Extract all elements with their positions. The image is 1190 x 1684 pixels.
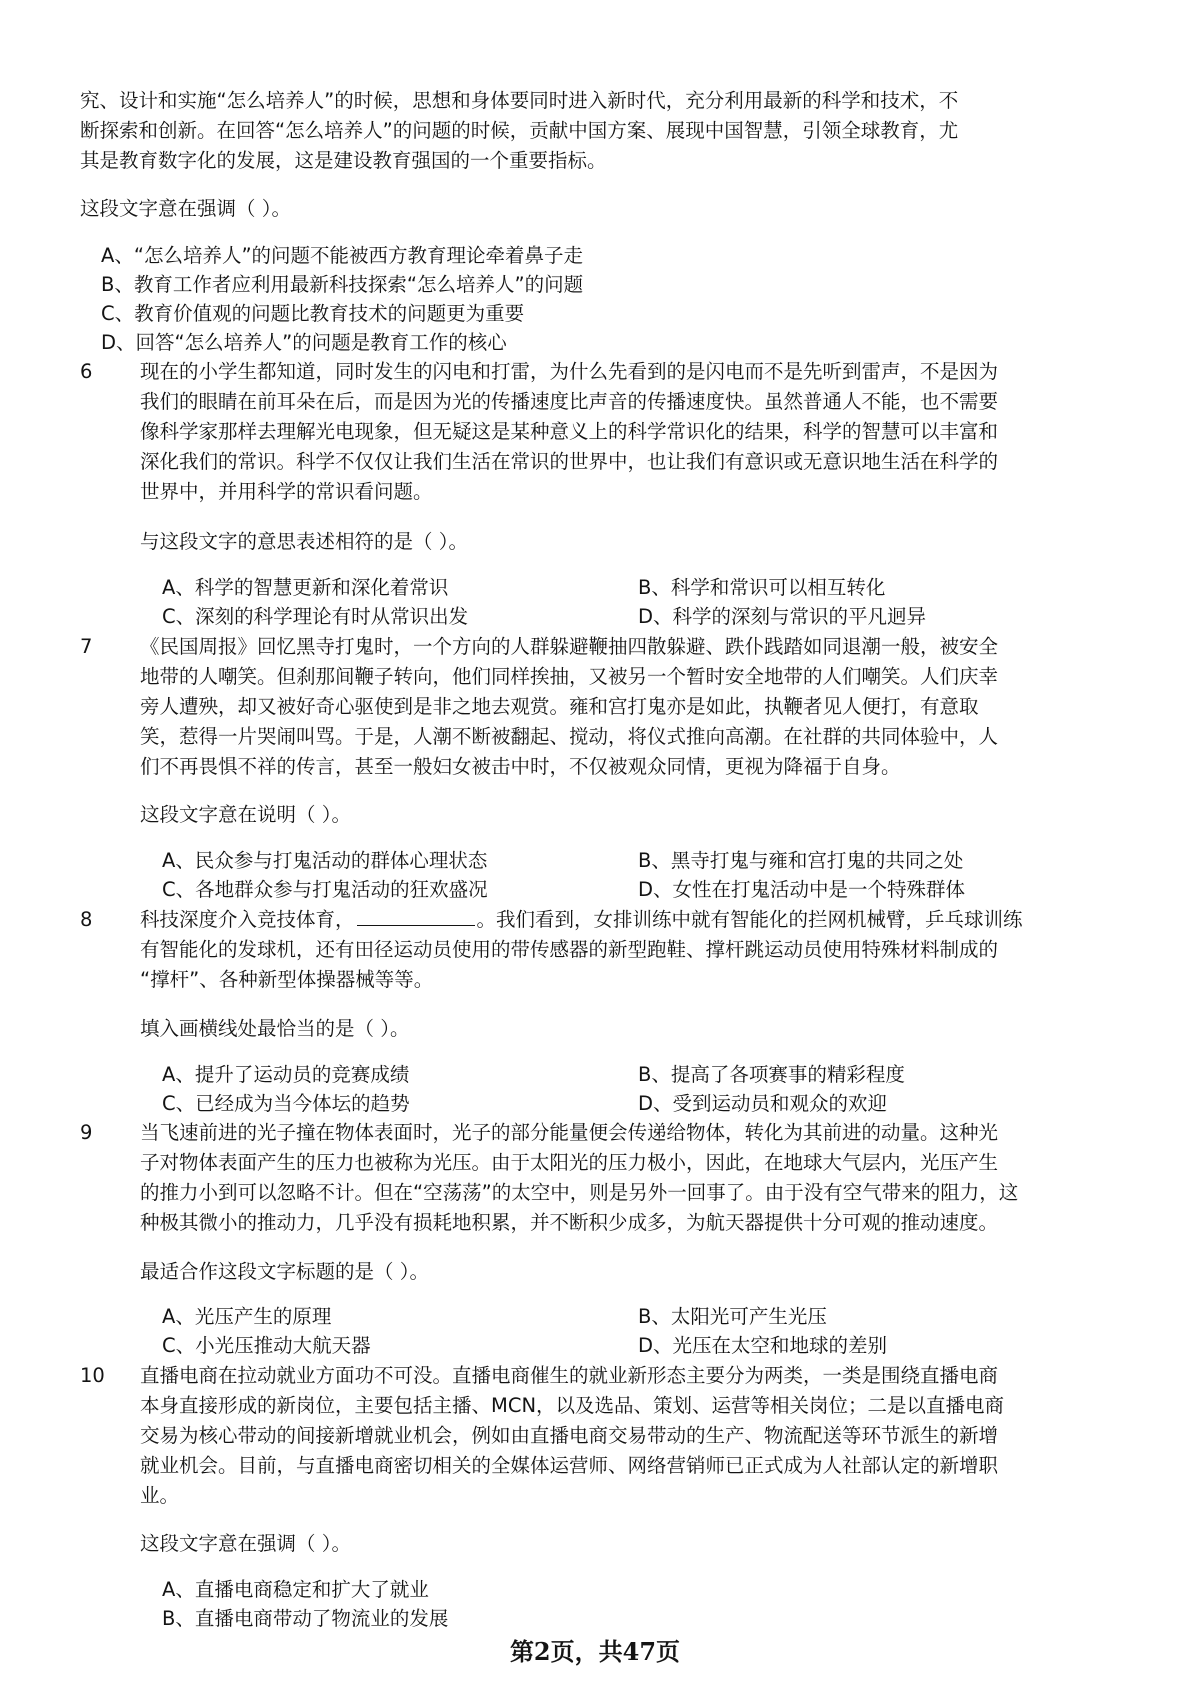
passage-line: 其是教育数字化的发展，这是建设教育强国的一个重要指标。 bbox=[80, 149, 607, 172]
passage-text: 科技深度介入竞技体育， bbox=[140, 908, 355, 931]
question-number: 8 bbox=[80, 908, 93, 931]
passage-text: 。我们看到，女排训练中就有智能化的拦网机械臂，乒乓球训练 bbox=[476, 908, 1023, 931]
passage-line: 当飞速前进的光子撞在物体表面时，光子的部分能量便会传递给物体，转化为其前进的动量。这种光 bbox=[140, 1121, 999, 1144]
passage-line: 旁人遭殃，却又被好奇心驱使到是非之地去观赏。雍和宫打鬼亦是如此，执鞭者见人便打，有意取 bbox=[140, 695, 979, 718]
question-prompt: 这段文字意在强调（ ）。 bbox=[80, 197, 291, 220]
option-d: D、科学的深刻与常识的平凡迥异 bbox=[638, 605, 927, 628]
option-d: D、光压在太空和地球的差别 bbox=[638, 1334, 888, 1357]
option-d: D、女性在打鬼活动中是一个特殊群体 bbox=[638, 878, 966, 901]
passage-line: 《民国周报》回忆黑寺打鬼时，一个方向的人群躲避鞭抽四散躲避、跌仆践踏如同退潮一般，被安全 bbox=[140, 635, 999, 658]
passage-line: 交易为核心带动的间接新增就业机会，例如由直播电商交易带动的生产、物流配送等环节派生的新增 bbox=[140, 1424, 999, 1447]
passage-line: 种极其微小的推动力，几乎没有损耗地积累，并不断积少成多，为航天器提供十分可观的推动速度。 bbox=[140, 1211, 999, 1234]
question-prompt: 这段文字意在强调（ ）。 bbox=[140, 1532, 351, 1555]
option-b: B、黑寺打鬼与雍和宫打鬼的共同之处 bbox=[638, 849, 964, 872]
option-c: C、教育价值观的问题比教育技术的问题更为重要 bbox=[101, 302, 525, 325]
option-a: A、科学的智慧更新和深化着常识 bbox=[162, 576, 449, 599]
page-number: 第2页，共47页 bbox=[509, 1637, 681, 1666]
passage-line: 究、设计和实施“怎么培养人”的时候，思想和身体要同时进入新时代，充分利用最新的科学和技术，不 bbox=[80, 89, 959, 112]
option-a: A、民众参与打鬼活动的群体心理状态 bbox=[162, 849, 488, 872]
passage-line: 断探索和创新。在回答“怎么培养人”的问题的时候，贡献中国方案、展现中国智慧，引领全球教育，尤 bbox=[80, 119, 959, 142]
passage-line: 就业机会。目前，与直播电商密切相关的全媒体运营师、网络营销师已正式成为人社部认定的新增职 bbox=[140, 1454, 999, 1477]
passage-line: 的推力小到可以忽略不计。但在“空荡荡”的太空中，则是另外一回事了。由于没有空气带来的阻力，这 bbox=[140, 1181, 1019, 1204]
question-number: 6 bbox=[80, 360, 93, 383]
option-d: D、回答“怎么培养人”的问题是教育工作的核心 bbox=[101, 331, 507, 354]
option-a: A、“怎么培养人”的问题不能被西方教育理论牵着鼻子走 bbox=[101, 244, 584, 267]
question-number: 9 bbox=[80, 1121, 93, 1144]
question-prompt: 与这段文字的意思表述相符的是（ ）。 bbox=[140, 530, 468, 553]
option-d: D、受到运动员和观众的欢迎 bbox=[638, 1092, 888, 1115]
option-c: C、各地群众参与打鬼活动的狂欢盛况 bbox=[162, 878, 488, 901]
question-prompt: 这段文字意在说明（ ）。 bbox=[140, 803, 351, 826]
passage-line: 地带的人嘲笑。但刹那间鞭子转向，他们同样挨抽，又被另一个暂时安全地带的人们嘲笑。人们庆幸 bbox=[140, 665, 999, 688]
passage-line: 世界中，并用科学的常识看问题。 bbox=[140, 480, 433, 503]
passage-line: 直播电商在拉动就业方面功不可没。直播电商催生的就业新形态主要分为两类，一类是围绕直播电商 bbox=[140, 1364, 999, 1387]
passage-line: 像科学家那样去理解光电现象，但无疑这是某种意义上的科学常识化的结果，科学的智慧可以丰富和 bbox=[140, 420, 999, 443]
passage-line: 有智能化的发球机，还有田径运动员使用的带传感器的新型跑鞋、撑杆跳运动员使用特殊材料制成的 bbox=[140, 938, 999, 961]
option-a: A、提升了运动员的竞赛成绩 bbox=[162, 1063, 410, 1086]
option-a: A、光压产生的原理 bbox=[162, 1305, 332, 1328]
question-number: 10 bbox=[80, 1364, 105, 1387]
option-c: C、深刻的科学理论有时从常识出发 bbox=[162, 605, 469, 628]
question-number: 7 bbox=[80, 635, 93, 658]
option-b: B、教育工作者应利用最新科技探索“怎么培养人”的问题 bbox=[101, 273, 584, 296]
passage-line: 本身直接形成的新岗位，主要包括主播、MCN，以及选品、策划、运营等相关岗位；二是以直播电商 bbox=[140, 1394, 1005, 1417]
passage-line: 笑，惹得一片哭闹叫骂。于是，人潮不断被翻起、搅动，将仪式推向高潮。在社群的共同体验中，人 bbox=[140, 725, 999, 748]
passage-line: “撑杆”、各种新型体操器械等等。 bbox=[140, 968, 434, 991]
question-prompt: 最适合作这段文字标题的是（ ）。 bbox=[140, 1260, 429, 1283]
passage-line: 深化我们的常识。科学不仅仅让我们生活在常识的世界中，也让我们有意识或无意识地生活在科学的 bbox=[140, 450, 999, 473]
option-a: A、直播电商稳定和扩大了就业 bbox=[162, 1578, 429, 1601]
passage-line bbox=[140, 905, 1023, 935]
option-b: B、直播电商带动了物流业的发展 bbox=[162, 1607, 449, 1630]
passage-line: 业。 bbox=[140, 1484, 180, 1507]
question-prompt: 填入画横线处最恰当的是（ ）。 bbox=[140, 1017, 410, 1040]
option-b: B、科学和常识可以相互转化 bbox=[638, 576, 886, 599]
option-c: C、小光压推动大航天器 bbox=[162, 1334, 371, 1357]
option-c: C、已经成为当今体坛的趋势 bbox=[162, 1092, 410, 1115]
passage-line: 们不再畏惧不祥的传言，甚至一般妇女被击中时，不仅被观众同情，更视为降福于自身。 bbox=[140, 755, 901, 778]
passage-line: 我们的眼睛在前耳朵在后，而是因为光的传播速度比声音的传播速度快。虽然普通人不能，也不需要 bbox=[140, 390, 999, 413]
option-b: B、太阳光可产生光压 bbox=[638, 1305, 827, 1328]
passage-line: 现在的小学生都知道，同时发生的闪电和打雷，为什么先看到的是闪电而不是先听到雷声，不是因为 bbox=[140, 360, 999, 383]
passage-line: 子对物体表面产生的压力也被称为光压。由于太阳光的压力极小，因此，在地球大气层内，光压产生 bbox=[140, 1151, 999, 1174]
option-b: B、提高了各项赛事的精彩程度 bbox=[638, 1063, 905, 1086]
fill-in-blank bbox=[357, 907, 475, 926]
